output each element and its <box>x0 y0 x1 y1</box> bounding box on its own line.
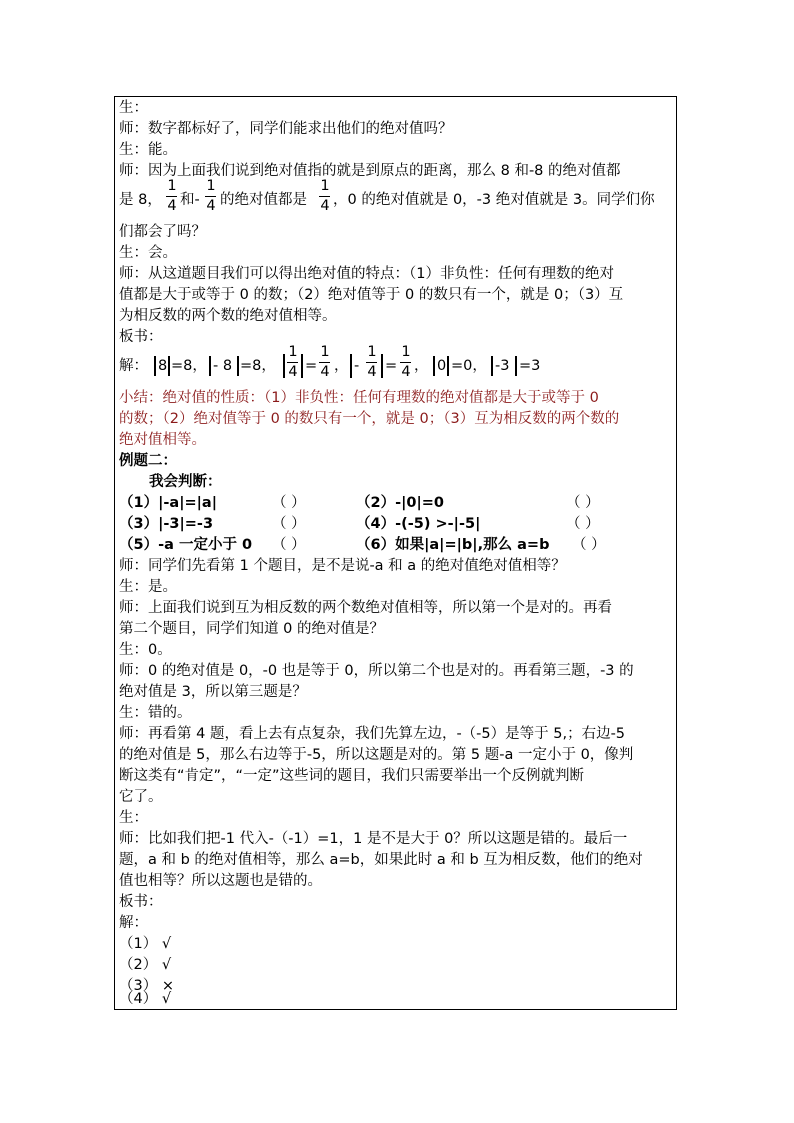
summary-line: 小结：绝对值的性质：（1）非负性：任何有理数的绝对值都是大于或等于 0 <box>119 390 599 406</box>
fraction-numerator: 1 <box>206 178 216 194</box>
text-line: 题，a 和 b 的绝对值相等，那么 a=b，如果此时 a 和 b 互为相反数，他们的绝对 <box>119 852 643 868</box>
text-segment: =8， <box>240 358 276 374</box>
text-line: 板书： <box>119 894 163 910</box>
text-line: 师：上面我们说到互为相反数的两个数绝对值相等，所以第一个是对的。再看 <box>119 600 612 616</box>
text-segment: =3 <box>519 358 541 374</box>
text-segment: ，0 的绝对值就是 0，-3 绝对值就是 3。同学们你 <box>333 192 655 208</box>
fraction-bar <box>166 196 177 197</box>
text-line: 师：数字都标好了，同学们能求出他们的绝对值吗？ <box>119 121 453 137</box>
fraction-denominator: 4 <box>320 364 330 380</box>
text-line: 师：再看第 4 题，看上去有点复杂，我们先算左边，-（-5）是等于 5,；右边-5 <box>119 726 626 742</box>
fraction-denominator: 4 <box>288 364 298 380</box>
abs-bar <box>433 356 435 376</box>
summary-line: 绝对值相等。 <box>119 432 206 448</box>
fraction-denominator: 4 <box>401 364 411 380</box>
text-segment: 0 <box>437 358 447 374</box>
text-line: 的绝对值是 5，那么右边等于-5，所以这题是对的。第 5 题-a 一定小于 0，像判 <box>119 747 634 763</box>
answer-line: （2） √ <box>119 957 172 973</box>
answer-blank: （ ） <box>566 495 600 511</box>
text-line: 板书： <box>119 329 163 345</box>
fraction-bar <box>319 362 330 363</box>
fraction-numerator: 1 <box>401 344 411 360</box>
answer-line: （3） × <box>119 978 174 994</box>
example-heading: 例题二： <box>119 453 177 469</box>
text-segment: ， <box>414 358 429 374</box>
fraction-numerator: 1 <box>167 178 177 194</box>
abs-bar <box>350 354 352 378</box>
question-1: （1）|-a|=|a| <box>119 495 218 511</box>
abs-bar <box>301 354 303 378</box>
text-line: 绝对值是 3，所以第三题是？ <box>119 684 307 700</box>
abs-bar <box>381 354 383 378</box>
text-line: 生： <box>119 100 148 116</box>
fraction-denominator: 4 <box>367 364 377 380</box>
text-line: 生：错的。 <box>119 705 192 721</box>
text-line: 生：能。 <box>119 142 177 158</box>
text-segment: = <box>305 358 318 374</box>
text-segment: = <box>385 358 398 374</box>
fraction-denominator: 4 <box>167 198 177 214</box>
fraction-numerator: 1 <box>320 178 330 194</box>
text-segment: 的绝对值都是 <box>220 192 307 208</box>
abs-bar <box>515 356 517 376</box>
text-line: 它了。 <box>119 789 163 805</box>
fraction-numerator: 1 <box>320 344 330 360</box>
text-line: 师：同学们先看第 1 个题目，是不是说-a 和 a 的绝对值绝对值相等？ <box>119 558 566 574</box>
text-line: 师：因为上面我们说到绝对值指的就是到原点的距离，那么 8 和-8 的绝对值都 <box>119 163 621 179</box>
text-line: 们都会了吗？ <box>119 224 206 240</box>
text-segment: -3 <box>495 358 510 374</box>
text-line: 生：是。 <box>119 579 177 595</box>
fraction-numerator: 1 <box>288 344 298 360</box>
question-6: （6）如果|a|=|b|,那么 a=b <box>356 537 550 553</box>
abs-bar <box>447 356 449 376</box>
text-line: 第二个题目，同学们知道 0 的绝对值是？ <box>119 621 384 637</box>
abs-bar <box>237 356 239 376</box>
text-segment: 是 8， <box>119 192 162 208</box>
text-line: 值也相等？所以这题也是错的。 <box>119 873 322 889</box>
text-line: 解： <box>119 915 148 931</box>
text-segment: - 8 <box>213 358 233 374</box>
fraction-denominator: 4 <box>206 198 216 214</box>
summary-line: 的数；（2）绝对值等于 0 的数只有一个，就是 0；（3）互为相反数的两个数的 <box>119 411 620 427</box>
text-line: 为相反数的两个数的绝对值相等。 <box>119 308 337 324</box>
question-2: （2）-|0|=0 <box>356 495 445 511</box>
abs-bar <box>209 356 211 376</box>
fraction-denominator: 4 <box>320 198 330 214</box>
answer-blank: （ ） <box>272 537 306 553</box>
fraction-bar <box>287 362 298 363</box>
abs-bar <box>283 354 285 378</box>
fraction-bar <box>400 362 411 363</box>
fraction-numerator: 1 <box>367 344 377 360</box>
text-line: 断这类有“肯定”，“一定”这些词的题目，我们只需要举出一个反例就判断 <box>119 768 585 784</box>
text-line: 生：会。 <box>119 245 177 261</box>
text-segment: 解： <box>119 358 148 374</box>
text-line: 生：0。 <box>119 642 172 658</box>
judge-heading: 我会判断： <box>149 474 222 490</box>
answer-line: （1） √ <box>119 936 172 952</box>
abs-bar <box>154 356 156 376</box>
question-5: （5）-a 一定小于 0 <box>119 537 253 553</box>
answer-blank: （ ） <box>566 516 600 532</box>
text-segment: - <box>354 358 360 374</box>
fraction-bar <box>205 196 216 197</box>
question-3: （3）|-3|=-3 <box>119 516 214 532</box>
abs-bar <box>168 356 170 376</box>
text-line: 师：比如我们把-1 代入-（-1）=1，1 是不是大于 0？所以这题是错的。最后一 <box>119 831 628 847</box>
text-line: 生： <box>119 810 148 826</box>
answer-blank: （ ） <box>572 537 606 553</box>
text-segment: =0， <box>451 358 487 374</box>
text-line: 师：0 的绝对值是 0，-0 也是等于 0，所以第二个也是对的。再看第三题，-3 的 <box>119 663 634 679</box>
fraction-bar <box>319 196 330 197</box>
answer-blank: （ ） <box>272 516 306 532</box>
text-segment: =8， <box>171 358 207 374</box>
text-segment: 和- <box>180 192 200 208</box>
answer-line: （4） √ <box>119 991 172 1007</box>
text-line: 值都是大于或等于 0 的数；（2）绝对值等于 0 的数只有一个，就是 0；（3）互 <box>119 287 624 303</box>
answer-blank: （ ） <box>272 495 306 511</box>
text-line: 师：从这道题目我们可以得出绝对值的特点：（1）非负性：任何有理数的绝对 <box>119 266 614 282</box>
abs-bar <box>491 356 493 376</box>
text-segment: 8 <box>158 358 168 374</box>
text-segment: ， <box>334 358 349 374</box>
question-4: （4）-(-5) >-|-5| <box>356 516 481 532</box>
fraction-bar <box>366 362 377 363</box>
